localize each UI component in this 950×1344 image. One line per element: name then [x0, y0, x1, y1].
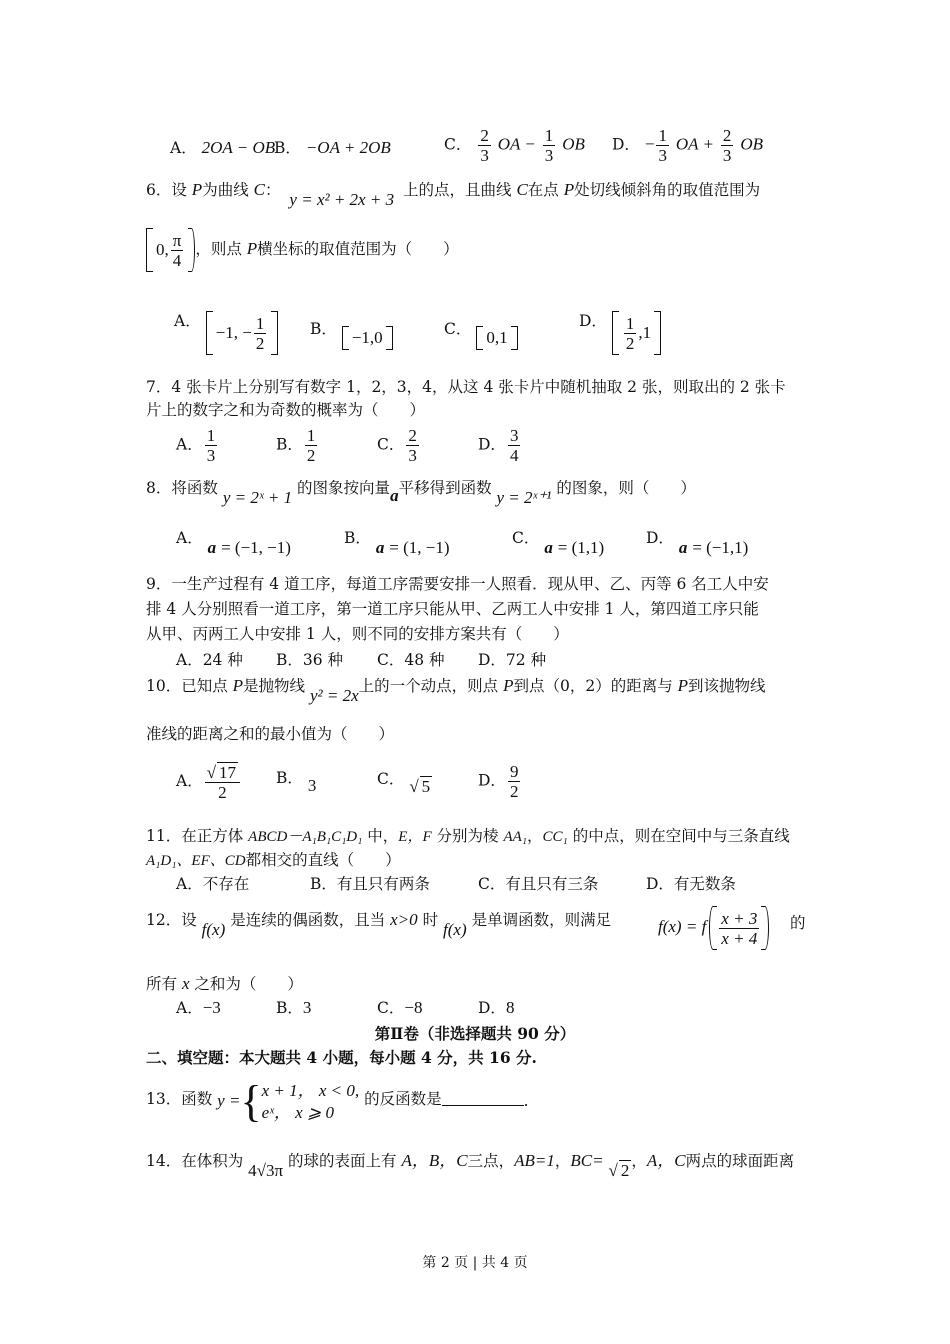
- q5-d-mid: OA +: [675, 134, 714, 154]
- q7-stem-line2: 片上的数字之和为奇数的概率为（ ）: [146, 401, 426, 419]
- q8-stem: [146, 478, 696, 507]
- q13-stem: [146, 1077, 529, 1126]
- q5-c-den1: 3: [480, 146, 489, 165]
- q5-option-d-label: D．: [612, 135, 640, 154]
- q11-stem-line2: [146, 850, 401, 871]
- q8-d-label: D．: [646, 529, 674, 547]
- q8-a-vec: a: [207, 538, 217, 557]
- q5-option-d-wrap: [612, 126, 763, 165]
- q5-d-num1: 1: [658, 126, 667, 145]
- q8-a-value: = (−1, −1): [221, 538, 291, 557]
- q8-option-a: [176, 528, 291, 557]
- q6-curve-equation: y = x² + 2x + 3: [289, 190, 395, 209]
- q7-d-label: D．: [478, 435, 506, 454]
- q11-text: ，: [527, 827, 543, 845]
- q12-d-label: D．: [478, 999, 506, 1017]
- q7-option-d: [478, 426, 522, 465]
- q6-var-c: C: [516, 180, 528, 199]
- q6-a-pre: −1, −: [215, 323, 252, 342]
- q6-text: 横坐标的取值范围为（ ）: [257, 240, 459, 258]
- q8-lead: 8．将函数: [146, 479, 218, 497]
- q8-function-2: y = 2ˣ⁺¹: [496, 488, 552, 507]
- q12-text: 之和为（ ）: [189, 975, 303, 993]
- q5-option-a-label: A．: [170, 139, 197, 157]
- q5-options: [170, 138, 275, 158]
- q14-ab: AB=1: [514, 1151, 555, 1170]
- q6-b-label: B．: [310, 320, 337, 338]
- q12-text: 是连续的偶函数，且当: [230, 911, 391, 929]
- q7-d-num: 3: [509, 426, 519, 445]
- q6-interval-den: 4: [172, 250, 182, 270]
- q6-option-a: [174, 311, 278, 355]
- q5-option-b-wrap: [274, 138, 391, 158]
- q10-stem-line1: [146, 676, 766, 705]
- q12-a-value: −3: [202, 998, 221, 1017]
- q8-option-d: [646, 528, 749, 557]
- q11-text: 分别为棱: [431, 827, 504, 845]
- q10-option-b: [276, 768, 317, 795]
- q7-a-num: 1: [206, 426, 216, 445]
- q10-text: 到该抛物线: [688, 677, 766, 695]
- q7-a-label: A．: [176, 435, 203, 454]
- q10-option-d: [478, 762, 522, 801]
- q8-option-b: [344, 528, 450, 557]
- q6-interval-left: 0,: [156, 240, 169, 259]
- q6-a-den: 2: [255, 333, 265, 353]
- q14-text: ，: [631, 1152, 647, 1170]
- q10-b-label: B．: [276, 769, 303, 787]
- q5-d-den2: 3: [722, 146, 732, 165]
- q13-y: y =: [217, 1091, 241, 1110]
- q6-text: 上的点，且曲线: [403, 181, 517, 199]
- q8-c-value: = (1,1): [557, 538, 605, 557]
- q10-parabola: y² = 2x: [310, 686, 359, 705]
- q5-d-pre: −: [644, 134, 655, 154]
- q6-text: 处切线倾斜角的取值范围为: [574, 181, 761, 199]
- q14-sqrt2: 2: [620, 1161, 630, 1180]
- q10-d-den: 2: [509, 782, 519, 801]
- q12-text-end: 的: [790, 914, 806, 932]
- q6-c-value: 0,1: [486, 328, 508, 347]
- q7-b-num: 1: [306, 426, 316, 445]
- q12-condition: x>0: [390, 910, 418, 929]
- q12-text: 时: [417, 911, 439, 929]
- q8-d-value: = (−1,1): [692, 538, 749, 557]
- q9-option-c: C．48 种: [377, 651, 445, 669]
- q12-eq-den: x + 4: [721, 928, 758, 948]
- q12-stem-line2: [146, 974, 303, 994]
- q7-c-den: 3: [408, 446, 417, 465]
- q12-b-label: B．: [276, 999, 303, 1017]
- q9-option-d: D．72 种: [478, 651, 547, 669]
- q10-c-value: 5: [421, 777, 431, 796]
- q14-stem: 14．在体积为 4√3π 的球的表面上有 A，B，C三点，AB=1，BC= √ 2 ，A，C两点的球面距离: [146, 1151, 795, 1180]
- q8-text: 的图象按向量: [297, 479, 391, 497]
- q13-lead: 13．函数: [146, 1090, 213, 1108]
- q14-volume: 4√3π: [248, 1161, 284, 1180]
- q5-option-c-label: C．: [444, 135, 472, 154]
- q10-stem-line2: 准线的距离之和的最小值为（ ）: [146, 725, 395, 743]
- q7-b-label: B．: [276, 435, 303, 454]
- q8-b-vec: a: [375, 538, 385, 557]
- q11-edge-cc1: CC₁: [542, 829, 568, 845]
- q12-lead: 12．设: [146, 911, 197, 929]
- q8-option-c: [512, 528, 605, 557]
- q7-c-label: C．: [377, 435, 405, 454]
- q6-a-num: 1: [255, 313, 265, 333]
- q6-var-p: P: [191, 180, 203, 199]
- q6-d-den: 2: [625, 333, 635, 353]
- q13-brace: {: [240, 1077, 262, 1126]
- q12-a-label: A．: [176, 999, 203, 1017]
- q7-option-a: [176, 426, 219, 465]
- q5-option-a: 2OA − OB: [201, 138, 276, 157]
- q12-text: 所有: [146, 975, 182, 993]
- q12-option-a: [176, 998, 221, 1018]
- q9-option-b: B．36 种: [276, 651, 344, 669]
- q5-c-mid: OA −: [497, 134, 536, 154]
- q12-d-value: 8: [505, 998, 515, 1017]
- q6-text: 在点: [527, 181, 564, 199]
- q10-text: 是抛物线: [243, 677, 306, 695]
- q5-c-den2: 3: [544, 146, 554, 165]
- q14-text: ，: [554, 1152, 571, 1170]
- q10-d-num: 9: [509, 762, 519, 781]
- q7-option-b: [276, 426, 319, 465]
- q7-d-den: 4: [509, 446, 519, 465]
- q6-var-c: C: [253, 180, 265, 199]
- q5-c-num2: 1: [544, 126, 554, 145]
- q6-option-b: [310, 318, 393, 347]
- q5-d-num2: 2: [722, 126, 732, 145]
- q11-stem-line1: [146, 826, 790, 847]
- q12-text: 是单调函数，则满足: [471, 911, 612, 929]
- q8-a-label: A．: [176, 529, 203, 547]
- q5-option-b-label: B．: [274, 139, 301, 157]
- q14-bc: BC=: [570, 1151, 604, 1170]
- q12-fx: f(x): [443, 920, 467, 939]
- q5-d-den1: 3: [658, 146, 667, 165]
- q11-cube: ABCD－A₁B₁C₁D₁: [248, 829, 363, 845]
- q12-option-b: [276, 998, 311, 1018]
- q10-var-p: P: [503, 676, 514, 695]
- q12-c-label: C．: [377, 999, 405, 1017]
- q7-b-den: 2: [306, 446, 316, 465]
- q13-case-2: eˣ， x ⩾ 0: [261, 1103, 334, 1122]
- q6-interval-num: π: [172, 230, 182, 250]
- q8-c-vec: a: [544, 538, 553, 557]
- q13-text: 的反函数是: [364, 1090, 442, 1108]
- q9-stem-line2: 排 4 人分别照看一道工序，第一道工序只能从甲、乙两工人中安排 1 人，第四道工序只能: [146, 600, 759, 618]
- q6-stem-line2: [146, 228, 459, 272]
- q14-points: A，B，C: [401, 1151, 468, 1170]
- q10-a-label: A．: [176, 772, 203, 790]
- q10-a-num: 17: [219, 763, 237, 782]
- q5-d-end: OB: [740, 134, 764, 154]
- q6-var-p: P: [563, 180, 575, 199]
- q10-b-value: 3: [307, 776, 317, 795]
- q9-stem-line1: 9．一生产过程有 4 道工序，每道工序需要安排一人照看．现从甲、乙、丙等 6 名工人中安: [146, 575, 769, 593]
- q12-option-d: [478, 998, 514, 1018]
- q12-eq-num: x + 3: [721, 908, 758, 928]
- q12-equation: [658, 906, 769, 950]
- q6-text: ：: [264, 181, 281, 199]
- q10-option-c: C． √ 5: [377, 770, 431, 796]
- q14-ac: A，C: [646, 1151, 686, 1170]
- q5-c-num1: 2: [480, 126, 489, 145]
- q8-c-label: C．: [512, 529, 540, 547]
- q10-var-p: P: [677, 676, 689, 695]
- q11-option-d: D．有无数条: [646, 875, 736, 893]
- q7-stem-line1: 7．4 张卡片上分别写有数字 1，2，3，4，从这 4 张卡片中随机抽取 2 张，则取出的 2 张卡: [146, 378, 786, 396]
- q6-d-label: D．: [579, 312, 607, 330]
- q11-option-a: A．不存在: [176, 875, 250, 893]
- q11-text: 都相交的直线（ ）: [245, 851, 401, 869]
- q10-text: 上的一个动点，则点: [358, 677, 504, 695]
- q11-edge-aa1: AA₁: [503, 829, 528, 845]
- q6-a-label: A．: [174, 312, 201, 330]
- q6-d-num: 1: [625, 313, 635, 333]
- q8-text: 的图象，则（ ）: [556, 479, 696, 497]
- q11-ef: E，F: [398, 829, 432, 845]
- q12-b-value: 3: [302, 998, 312, 1017]
- q11-option-b: B．有且只有两条: [310, 875, 430, 893]
- q6-option-d: [579, 311, 661, 355]
- q11-lines: A₁D₁、EF、CD: [146, 853, 246, 869]
- section-2-title: 第Ⅱ卷（非选择题共 90 分）: [374, 1024, 576, 1043]
- q11-text: 的中点，则在空间中与三条直线: [567, 827, 790, 845]
- q13-end: .: [523, 1092, 529, 1110]
- section-2-heading: 二、填空题：本大题共 4 小题，每小题 4 分，共 16 分.: [146, 1048, 537, 1067]
- q6-c-label: C．: [444, 320, 472, 338]
- q13-case-1: x + 1， x < 0,: [261, 1081, 360, 1100]
- q11-option-c: C．有且只有三条: [478, 875, 599, 893]
- q8-text: 平移得到函数: [398, 479, 492, 497]
- q10-d-label: D．: [478, 771, 506, 790]
- q5-c-end: OB: [562, 134, 585, 154]
- q12-option-c: [377, 998, 422, 1018]
- q8-b-label: B．: [344, 529, 371, 547]
- q10-text: 到点（0，2）的距离与: [513, 677, 678, 695]
- q10-option-a: A． $\frac{√ 17}{2}$: [176, 762, 242, 802]
- q5-option-c-wrap: [444, 126, 585, 165]
- q8-d-vec: a: [678, 538, 688, 557]
- q12-var-x: x: [181, 974, 190, 993]
- page-footer: 第 2 页 | 共 4 页: [422, 1255, 528, 1271]
- q7-a-den: 3: [206, 446, 216, 465]
- q6-var-p: P: [246, 239, 258, 258]
- q14-text: 的球的表面上有: [288, 1152, 402, 1170]
- q10-a-den: 2: [218, 783, 227, 802]
- q10-c-label: C．: [377, 770, 405, 788]
- q12-stem-line1: [146, 910, 612, 939]
- q14-lead: 14．在体积为: [146, 1152, 244, 1170]
- q10-var-p: P: [232, 676, 244, 695]
- q9-option-a: A．24 种: [176, 651, 243, 669]
- q7-option-c: [377, 426, 421, 465]
- q8-function-1: y = 2ˣ + 1: [222, 488, 293, 507]
- q13-answer-blank[interactable]: [442, 1089, 524, 1106]
- q6-b-value: −1,0: [351, 328, 383, 347]
- q6-text: 为曲线: [202, 181, 254, 199]
- q10-lead: 10．已知点: [146, 677, 233, 695]
- q5-option-b: −OA + 2OB: [305, 138, 391, 157]
- q6-lead: 6．设: [146, 181, 192, 199]
- q11-lead: 11．在正方体: [146, 827, 249, 845]
- q7-c-num: 2: [408, 426, 417, 445]
- q8-b-value: = (1, −1): [389, 538, 450, 557]
- q8-vector-a: a: [390, 486, 399, 505]
- q12-eq-left: f(x) = f: [658, 917, 707, 936]
- q9-stem-line3: 从甲、丙两工人中安排 1 人，则不同的安排方案共有（ ）: [146, 625, 569, 643]
- q14-text: 两点的球面距离: [685, 1152, 795, 1170]
- q6-text: ，则点: [195, 240, 247, 258]
- q12-c-value: −8: [404, 998, 423, 1017]
- q6-d-post: ,1: [638, 323, 652, 342]
- q14-text: 三点，: [467, 1152, 515, 1170]
- q6-option-c: [444, 318, 518, 347]
- q12-fx: f(x): [201, 920, 226, 939]
- q11-text: 中，: [362, 827, 399, 845]
- q6-stem-line1: [146, 180, 761, 209]
